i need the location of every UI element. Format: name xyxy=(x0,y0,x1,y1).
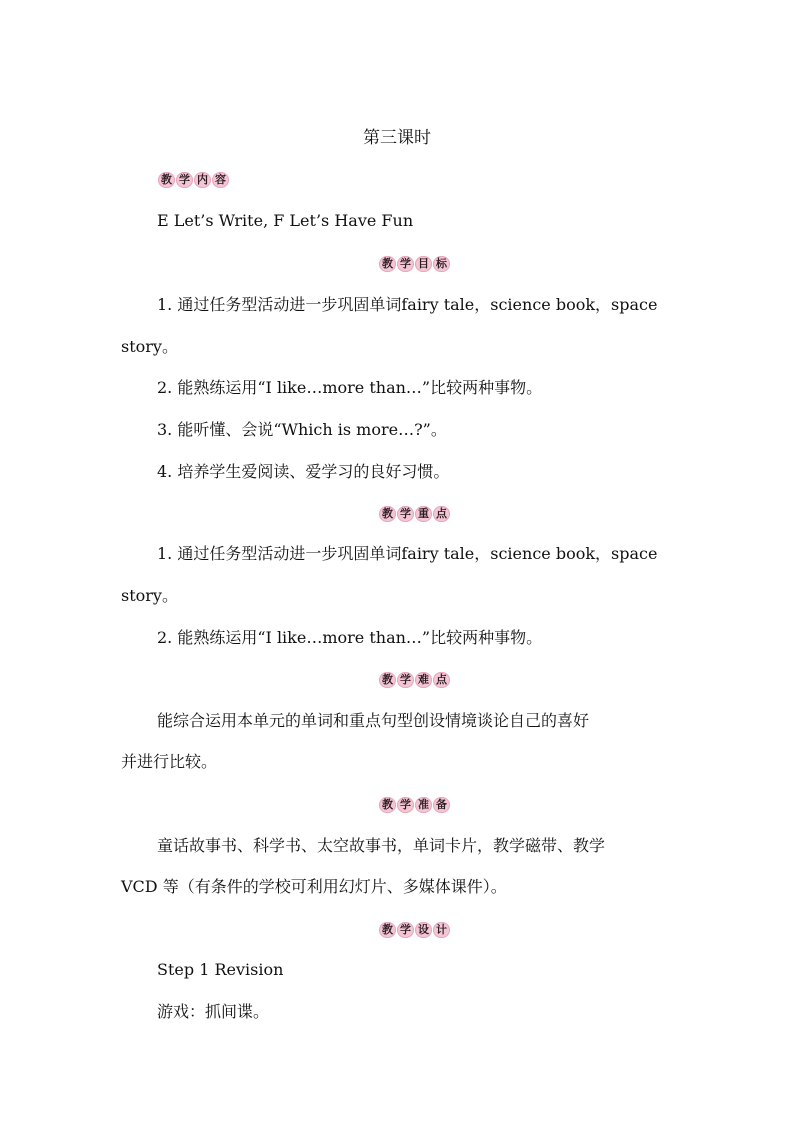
badge-char: 目 xyxy=(415,256,432,272)
goal-item-2: 2. 能熟练运用“I like…more than…”比较两种事物。 xyxy=(157,378,543,397)
badge-char: 准 xyxy=(415,797,432,813)
design-game-text: 游戏：抓间谍。 xyxy=(157,1002,270,1021)
key-point-item-2: 2. 能熟练运用“I like…more than…”比较两种事物。 xyxy=(157,628,543,647)
badge-char: 计 xyxy=(433,922,450,938)
badge-char: 备 xyxy=(433,797,450,813)
section-badge-design xyxy=(378,921,451,939)
badge-char: 学 xyxy=(397,797,414,813)
badge-char: 教 xyxy=(158,172,175,188)
section-badge-preparation xyxy=(378,796,451,814)
badge-char: 教 xyxy=(379,506,396,522)
section-badge-key-points xyxy=(378,505,451,523)
badge-char: 学 xyxy=(397,506,414,522)
preparation-line-2: VCD 等（有条件的学校可利用幻灯片、多媒体课件）。 xyxy=(121,877,507,896)
badge-char: 学 xyxy=(176,172,193,188)
key-point-item-1-cont: story。 xyxy=(121,586,178,605)
content-text: E Let’s Write, F Let’s Have Fun xyxy=(157,211,414,230)
badge-char: 学 xyxy=(397,672,414,688)
badge-char: 教 xyxy=(379,922,396,938)
section-badge-goals xyxy=(378,255,451,273)
goal-item-1: 1. 通过任务型活动进一步巩固单词fairy tale，science book，space xyxy=(157,295,658,314)
badge-char: 点 xyxy=(433,506,450,522)
badge-char: 难 xyxy=(415,672,432,688)
badge-char: 容 xyxy=(212,172,229,188)
design-step-heading: Step 1 Revision xyxy=(157,960,284,979)
badge-char: 设 xyxy=(415,922,432,938)
difficulty-line-1: 能综合运用本单元的单词和重点句型创设情境谈论自己的喜好 xyxy=(157,711,590,730)
badge-char: 教 xyxy=(379,797,396,813)
preparation-line-1: 童话故事书、科学书、太空故事书，单词卡片，教学磁带、教学 xyxy=(157,836,606,855)
difficulty-line-2: 并进行比较。 xyxy=(121,752,218,771)
badge-char: 学 xyxy=(397,256,414,272)
badge-char: 学 xyxy=(397,922,414,938)
section-badge-difficulties xyxy=(378,671,451,689)
goal-item-3: 3. 能听懂、会说“Which is more…?”。 xyxy=(157,420,447,439)
goal-item-4: 4. 培养学生爱阅读、爱学习的良好习惯。 xyxy=(157,462,450,481)
page-title: 第三课时 xyxy=(363,128,431,148)
key-point-item-1: 1. 通过任务型活动进一步巩固单词fairy tale，science book，space xyxy=(157,544,658,563)
badge-char: 教 xyxy=(379,256,396,272)
goal-item-1-cont: story。 xyxy=(121,337,178,356)
section-badge-content xyxy=(157,171,230,189)
badge-char: 内 xyxy=(194,172,211,188)
badge-char: 教 xyxy=(379,672,396,688)
badge-char: 标 xyxy=(433,256,450,272)
badge-char: 重 xyxy=(415,506,432,522)
badge-char: 点 xyxy=(433,672,450,688)
